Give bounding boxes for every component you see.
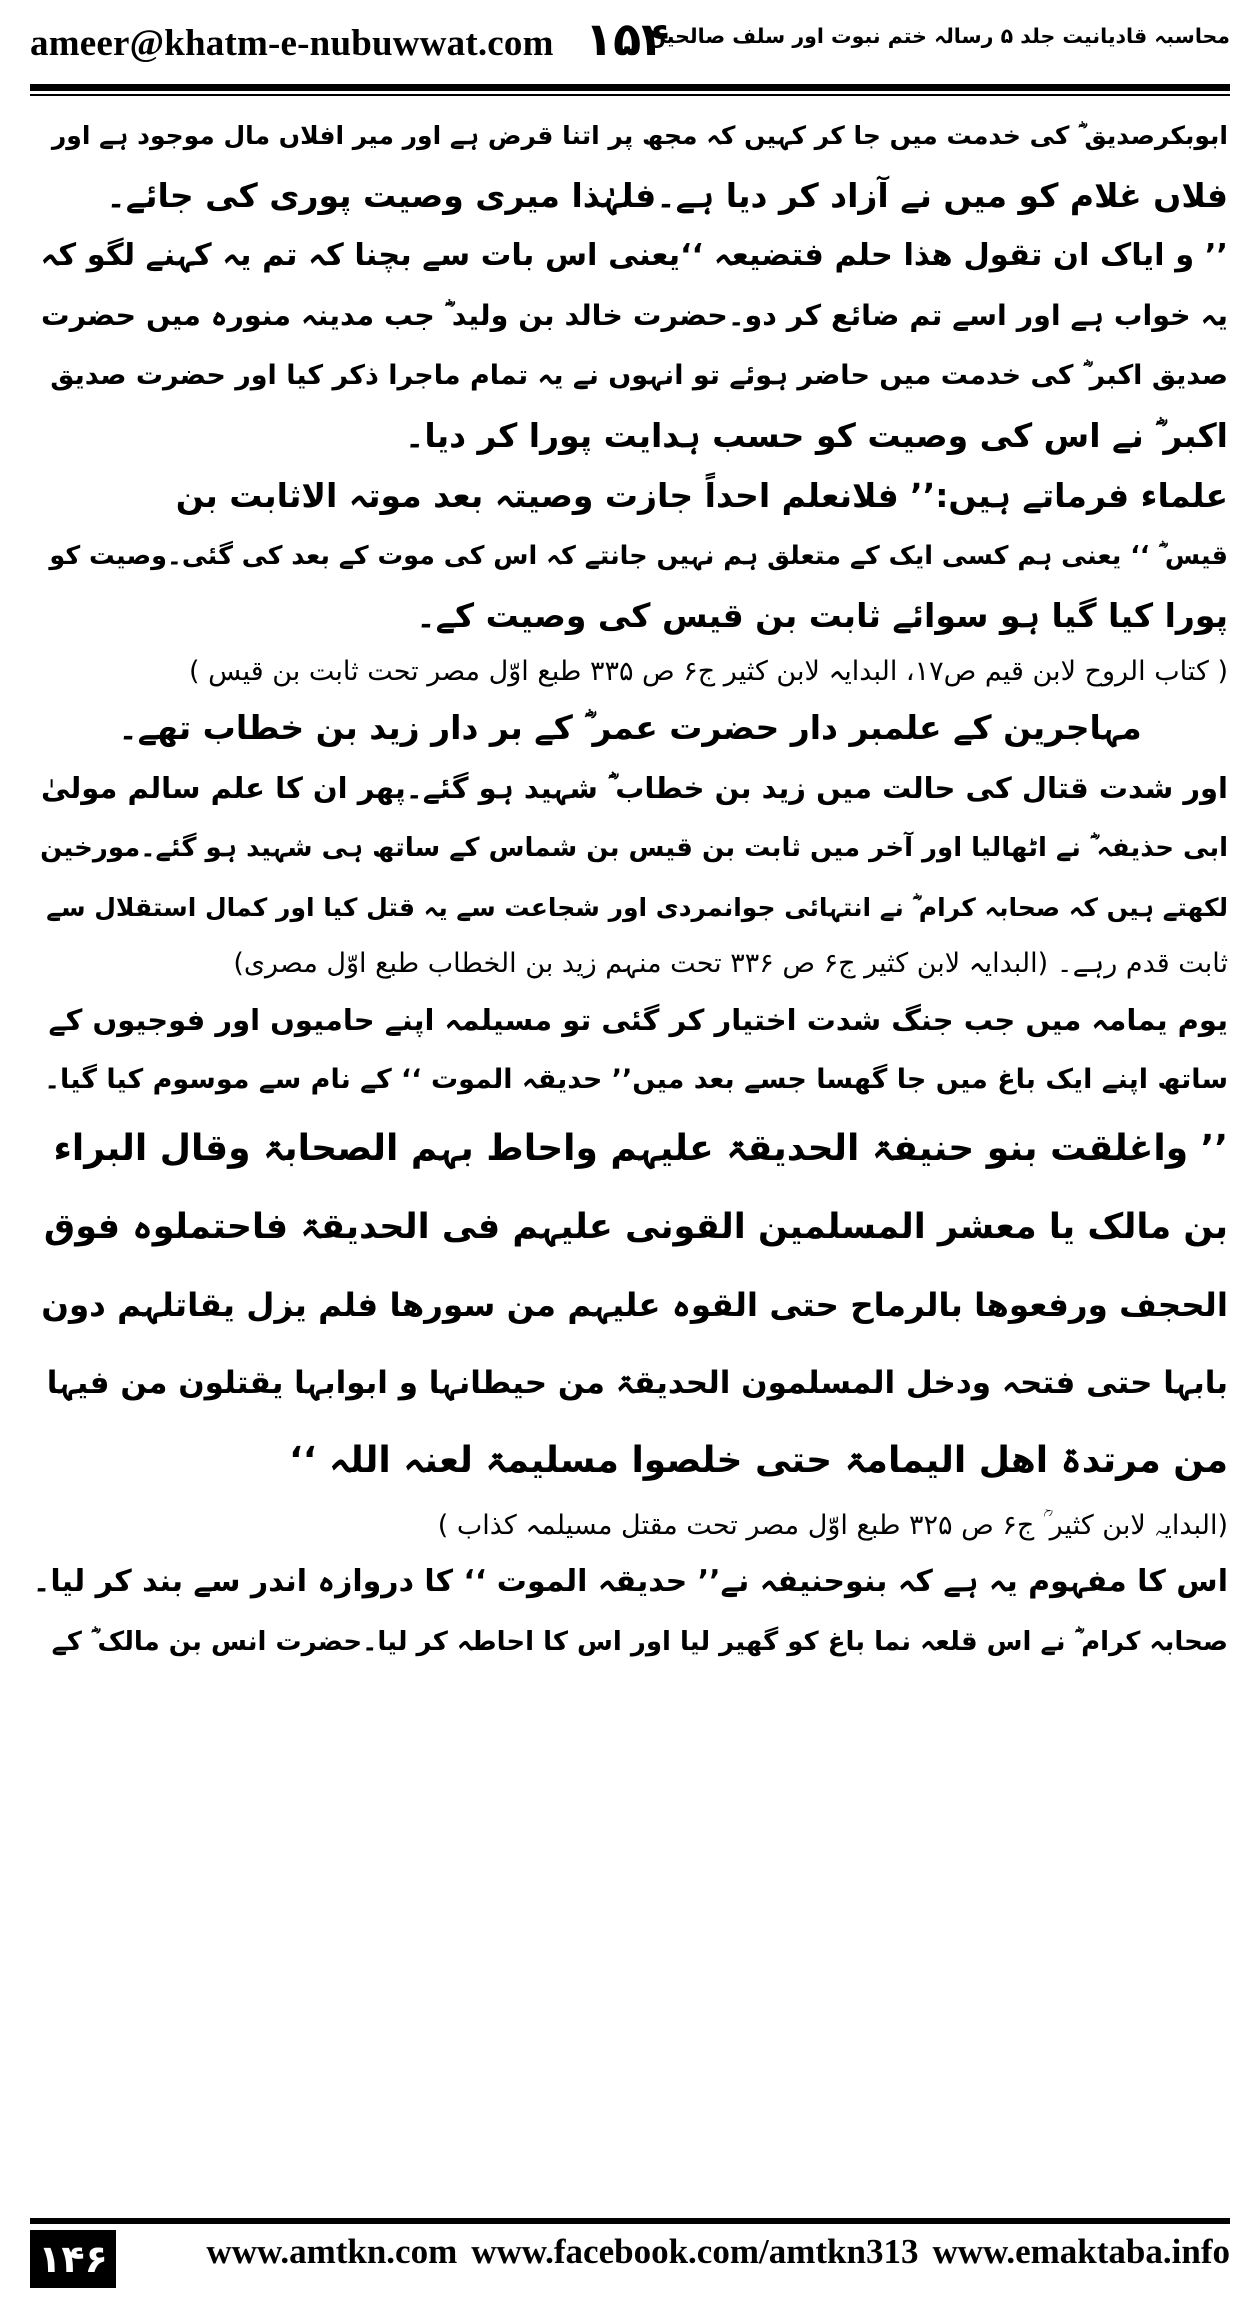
page-header — [30, 12, 1230, 80]
citation-line: (البدایہ لابن کثیر ؒ ج۶ ص ۳۲۵ طبع اوّل مصر تحت مقتل مسیلمہ کذاب ) — [437, 1510, 1228, 1541]
footer-link[interactable]: www.emaktaba.info — [932, 2232, 1230, 2271]
text-line: قیس ؓ ‘‘ یعنی ہم کسی ایک کے متعلق ہم نہیں جانتے کہ اس کی موت کے بعد کی گئی۔وصیت کو — [49, 541, 1228, 571]
arabic-line: ’’ واغلقت بنو حنیفۃ الحدیقۃ علیہم واحاط بہم الصحابۃ وقال البراء — [53, 1128, 1228, 1169]
text-line: ابوبکرصدیق ؓ کی خدمت میں جا کر کہیں کہ مجھ پر اتنا قرض ہے اور میر افلاں مال موجود ہے اور — [51, 121, 1228, 150]
arabic-line: الحجف ورفعوھا بالرماح حتی القوہ علیہم من سورھا فلم یزل یقاتلہم دون — [41, 1286, 1228, 1324]
citation-line: ثابت قدم رہے۔ (البدایہ لابن کثیر ج۶ ص ۳۳۶ تحت منہم زید بن الخطاب طبع اوّل مصری) — [233, 948, 1228, 979]
arabic-line: من مرتدۃ اھل الیمامۃ حتی خلصوا مسلیمۃ لعنہ اللہ ‘‘ — [289, 1440, 1228, 1481]
text-line: لکھتے ہیں کہ صحابہ کرام ؓ نے انتہائی جوانمردی اور شجاعت سے یہ قتل کیا اور کمال استقلال سے — [46, 893, 1228, 922]
text-line: صحابہ کرام ؓ نے اس قلعہ نما باغ کو گھیر لیا اور اس کا احاطہ کر لیا۔حضرت انس بن مالک ؓ کے — [51, 1627, 1228, 1657]
text-line: ’’ و ایاک ان تقول ھذا حلم فتضیعہ ‘‘یعنی اس بات سے بچنا کہ تم یہ کہنے لگو کہ — [40, 238, 1228, 273]
text-line: پورا کیا گیا ہو سوائے ثابت بن قیس کی وصیت کے۔ — [416, 596, 1228, 635]
footer-rule — [30, 2218, 1230, 2224]
citation-line: ( کتاب الروح لابن قیم ص۱۷، البدایہ لابن کثیر ج۶ ص ۳۳۵ طبع اوّل مصر تحت ثابت بن قیس ) — [189, 656, 1228, 687]
text-line: صدیق اکبر ؓ کی خدمت میں حاضر ہوئے تو انہوں نے یہ تمام ماجرا ذکر کیا اور حضرت صدیق — [50, 360, 1228, 391]
text-line: علماء فرماتے ہیں:’’ فلانعلم احداً جازت وصیتہ بعد موتہ الاثابت بن — [175, 476, 1228, 515]
text-line: یہ خواب ہے اور اسے تم ضائع کر دو۔حضرت خالد بن ولید ؓ جب مدینہ منورہ میں حضرت — [41, 299, 1228, 332]
header-page-number: ۱۵۴ — [585, 12, 670, 66]
text-line: ساتھ اپنے ایک باغ میں جا گھسا جسے بعد میں’’ حدیقہ الموت ‘‘ کے نام سے موسوم کیا گیا۔ — [44, 1064, 1228, 1095]
arabic-line: بابہا حتی فتحہ ودخل المسلمون الحدیقۃ من حیطانہا و ابوابہا یقتلون من فیہا — [46, 1365, 1228, 1401]
footer-link[interactable]: www.facebook.com/amtkn313 — [471, 2232, 919, 2271]
page-footer — [30, 2218, 1230, 2296]
header-rule-thick — [30, 84, 1230, 91]
text-line: اور شدت قتال کی حالت میں زید بن خطاب ؓ شہید ہو گئے۔پھر ان کا علم سالم مولیٰ — [41, 771, 1228, 805]
footer-page-number: ۱۴۶ — [30, 2230, 116, 2288]
text-line: یوم یمامہ میں جب جنگ شدت اختیار کر گئی تو مسیلمہ اپنے حامیوں اور فوجیوں کے — [48, 1003, 1228, 1037]
text-line: ابی حذیفہ ؓ نے اٹھالیا اور آخر میں ثابت بن قیس بن شماس کے ساتھ ہی شہید ہو گئے۔مورخین — [40, 833, 1228, 863]
header-book-title: محاسبہ قادیانیت جلد ۵ رسالہ ختم نبوت اور سلف صالحین — [648, 24, 1230, 48]
text-line: اس کا مفہوم یہ ہے کہ بنوحنیفہ نے’’ حدیقہ الموت ‘‘ کا دروازہ اندر سے بند کر لیا۔ — [32, 1564, 1228, 1599]
footer-links — [130, 2232, 1230, 2272]
footer-link[interactable]: www.amtkn.com — [206, 2232, 458, 2271]
header-email: ameer@khatm-e-nubuwwat.com — [30, 23, 554, 64]
text-line: فلاں غلام کو میں نے آزاد کر دیا ہے۔فلہٰذا میری وصیت پوری کی جائے۔ — [106, 176, 1228, 215]
page-body — [32, 106, 1228, 2191]
header-rule-thin — [30, 94, 1230, 96]
text-line: اکبر ؓ نے اس کی وصیت کو حسب ہدایت پورا کر دیا۔ — [405, 416, 1228, 455]
arabic-line: بن مالک یا معشر المسلمین القونی علیہم فی الحدیقۃ فاحتملوہ فوق — [43, 1207, 1228, 1247]
text-line: مہاجرین کے علمبر دار حضرت عمر ؓ کے بر دار زید بن خطاب تھے۔ — [118, 708, 1142, 747]
